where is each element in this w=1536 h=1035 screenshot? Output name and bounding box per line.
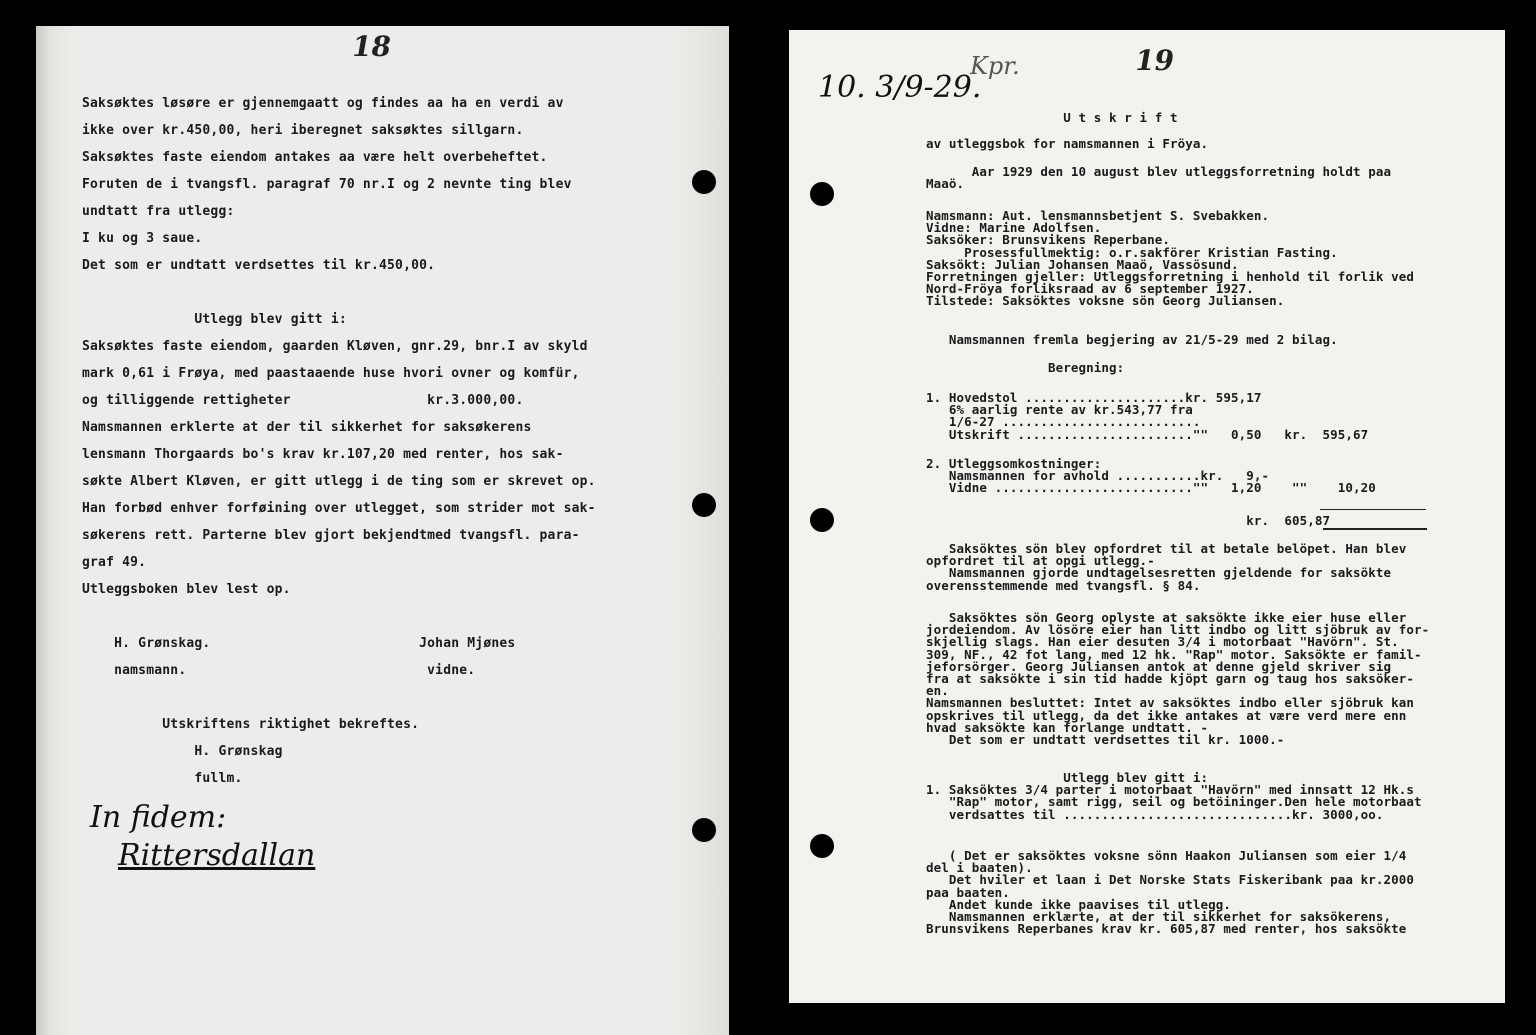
text-line: Det hviler et laan i Det Norske Stats Fiskeribank paa kr.2000 [926,872,1415,888]
text-line: Maaö. [926,176,965,192]
text-line: Saksöktes sön blev opfordret til at betale belöpet. Han blev [926,541,1407,556]
text-line: Utskriftens riktighet bekreftes. [82,717,420,732]
text-block [926,392,1486,441]
text-line: Namsmann: Aut. lensmannsbetjent S. Svebakken. [926,208,1270,223]
binder-hole [810,182,834,206]
text-block [926,362,1486,374]
text-line: Saksøktes faste eiendom, gaarden Kløven, gnr.29, bnr.I av skyld [82,339,588,354]
text-line: 1. Hovedstol .....................kr. 595,17 [926,390,1262,405]
text-line [82,684,692,711]
text-block [926,515,1486,527]
text-line: Saksøktes løsøre er gjennemgaatt og findes aa ha en verdi av [82,96,564,111]
text-line: opskrives til utlegg, da det ikke antakes at være verd mere enn [926,707,1407,723]
text-line: lensmann Thorgaards bo's krav kr.107,20 med renter, hos sak- [82,447,564,462]
text-line: Utleggsboken blev lest op. [82,582,291,597]
text-line: verdsattes til ..............................kr. 3000,oo. [926,806,1384,822]
text-line: Det som er undtatt verdsettes til kr.450,00. [82,258,436,273]
text-line: 1. Saksöktes 3/4 parter i motorbaat "Havörn" med innsatt 12 Hk.s [926,782,1415,798]
text-line: Nord-Fröya forliksraad av 6 september 1927. [926,281,1254,297]
text-line: en. [926,683,949,699]
text-block [926,210,1486,308]
binder-hole [692,170,716,194]
text-line: Saksöktes sön Georg oplyste at saksökte ikke eier huse eller [926,610,1407,625]
text-line: graf 49. [82,555,147,570]
text-line: I ku og 3 saue. [82,231,203,246]
text-line: Prosessfullmektig: o.r.sakförer Kristian Fasting. [926,244,1338,260]
text-block [926,166,1486,190]
text-block [926,850,1486,935]
text-line: Forretningen gjeller: Utleggsforretning i henhold til forlik ved [926,269,1415,285]
text-line: ( Det er saksöktes voksne sönn Haakon Juliansen som eier 1/4 [926,848,1407,863]
text-line: H. Grønskag. Johan Mjønes [82,636,516,651]
text-line: jordeiendom. Av lösöre eier han litt indbo og litt sjöbruk av for- [926,622,1430,638]
text-line: opfordret til at opgi utlegg.- [926,553,1155,569]
text-line: Brunsvikens Reperbanes krav kr. 605,87 med renter, hos saksökte [926,921,1407,937]
text-line: fullm. [82,771,243,786]
text-line: Saksöker: Brunsvikens Reperbane. [926,232,1171,248]
text-line [82,279,692,306]
binder-hole [692,493,716,517]
text-line: Vidne .........................."" 1,20 "" 10,20 [926,480,1376,496]
text-line: Tilstede: Saksöktes voksne sön Georg Juliansen. [926,293,1285,309]
binder-hole [692,818,716,842]
text-line: Namsmannen for avhold ...........kr. 9,- [926,468,1270,484]
text-line: Namsmannen gjorde undtagelsesretten gjeldende for saksökte [926,565,1392,581]
text-line: overensstemmende med tvangsfl. § 84. [926,577,1201,593]
text-line: Namsmannen besluttet: Intet av saksöktes indbo eller sjöbruk kan [926,695,1415,711]
text-block [926,543,1486,592]
text-line: Han forbød enhver forføining over utlegget, som strider mot sak- [82,501,596,516]
text-line: U t s k r i f t [926,110,1178,125]
text-line: fra at saksökte i sin tid hadde kjöpt garn og taug hos saksöker- [926,671,1415,687]
text-line: og tilliggende rettigheter kr.3.000,00. [82,393,524,408]
sum-underline [1323,528,1427,530]
text-line: Utlegg blev gitt i: [82,312,347,327]
text-line: 309, NF., 42 fot lang, med 12 hk. "Rap" motor. Saksökte er famil- [926,646,1422,662]
binder-hole [810,508,834,532]
text-line: Namsmannen fremla begjering av 21/5-29 med 2 bilag. [926,332,1338,347]
text-block [926,612,1486,746]
text-line: Foruten de i tvangsfl. paragraf 70 nr.I og 2 nevnte ting blev [82,177,572,192]
text-line: Saksøktes faste eiendom antakes aa være helt overbeheftet. [82,150,548,165]
text-line: hvad saksökte kan forlange undtatt. - [926,719,1209,735]
text-line: namsmann. vidne. [82,663,476,678]
right-page-number: 19 [1132,44,1177,77]
text-line: Det som er undtatt verdsettes til kr. 1000.- [926,732,1285,748]
text-line: 1/6-27 .......................... [926,414,1201,430]
text-line: Utskrift ......................."" 0,50 kr. 595,67 [926,426,1369,442]
text-line: "Rap" motor, samt rigg, seil og betöininger.Den hele motorbaat [926,794,1422,810]
text-line: Andet kunde ikke paavises til utlegg. [926,896,1232,912]
text-line: Beregning: [926,360,1125,375]
text-line: kr. 605,87 [926,513,1331,528]
text-line: Namsmannen erklerte at der til sikkerhet for saksøkerens [82,420,532,435]
text-line: Utlegg blev gitt i: [926,770,1209,785]
text-line: undtatt fra utlegg: [82,204,235,219]
text-line: søkte Albert Kløven, er gitt utlegg i de ting som er skrevet op. [82,474,596,489]
text-line: jeforsörger. Georg Juliansen antok at denne gjeld skriver sig [926,658,1392,674]
text-line: Aar 1929 den 10 august blev utleggsforretning holdt paa [926,164,1392,179]
text-line: H. Grønskag [82,744,283,759]
handwriting-in-fidem: In fidem: [90,800,227,835]
initials-note: Kpr. [970,52,1020,80]
text-line: søkerens rett. Parterne blev gjort bekjendtmed tvangsfl. para- [82,528,580,543]
left-page-number: 18 [349,30,394,63]
text-line: ikke over kr.450,00, heri iberegnet saksøktes sillgarn. [82,123,524,138]
left-page-text [82,90,692,792]
text-line: Namsmannen erklærte, at der til sikkerhet for saksökerens, [926,909,1392,925]
text-line [82,603,692,630]
sum-underline [1320,509,1426,510]
text-block [926,772,1486,821]
text-line: Saksökt: Julian Johansen Maaö, Vassösund. [926,256,1239,272]
text-line: skjellig slags. Han eier desuten 3/4 i motorbaat "Havörn". St. [926,634,1399,650]
text-line: av utleggsbok for namsmannen i Fröya. [926,136,1209,152]
text-line: 2. Utleggsomkostninger: [926,456,1102,471]
text-block [926,334,1486,346]
text-block [926,112,1486,150]
handwritten-signature: Rittersdallan [118,838,316,873]
text-block [926,458,1486,495]
binder-hole [810,834,834,858]
text-line: del i baaten). [926,860,1033,876]
text-line: paa baaten. [926,884,1010,900]
date-note: 10. 3/9-29. [818,70,982,105]
text-line: 6% aarlig rente av kr.543,77 fra [926,402,1193,418]
text-line: Vidne: Marine Adolfsen. [926,220,1102,236]
text-line: mark 0,61 i Frøya, med paastaaende huse hvori ovner og komfür, [82,366,580,381]
